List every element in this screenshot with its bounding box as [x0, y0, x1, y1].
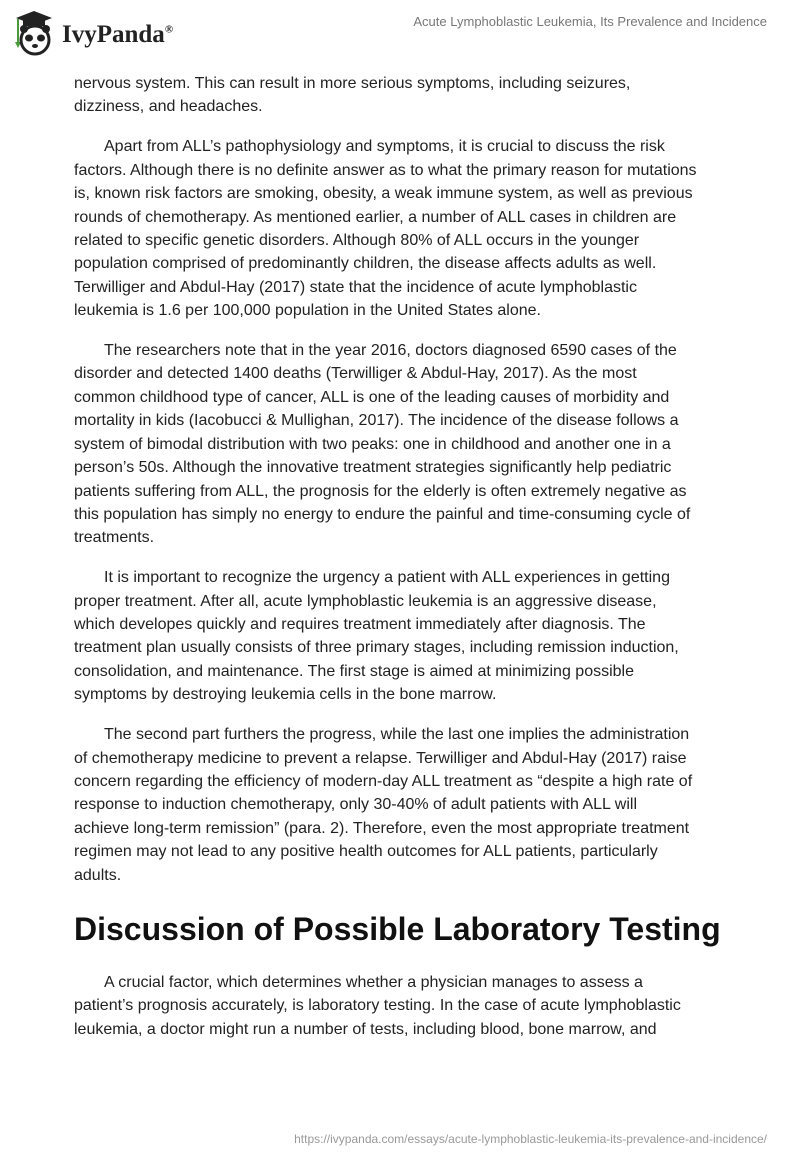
- text-line: leukemia is 1.6 per 100,000 population in the United States alone.: [74, 302, 541, 320]
- text-line: Apart from ALL’s pathophysiology and symptoms, it is crucial to discuss the risk: [104, 138, 665, 156]
- text-line: adults.: [74, 866, 122, 884]
- text-line: which developes quickly and requires treatment immediately after diagnosis. The: [74, 616, 646, 634]
- text-line: system of bimodal distribution with two peaks: one in childhood and another one in a: [74, 435, 671, 453]
- text-line: concern regarding the efficiency of modern-day ALL treatment as “despite a high rate of: [74, 772, 693, 790]
- text-line: leukemia, a doctor might run a number of tests, including blood, bone marrow, and: [74, 1020, 657, 1038]
- text-line: dizziness, and headaches.: [74, 98, 263, 116]
- text-line: related to specific genetic disorders. Although 80% of ALL occurs in the younger: [74, 231, 640, 249]
- running-title: Acute Lymphoblastic Leukemia, Its Prevalence and Incidence: [413, 14, 767, 29]
- text-line: common childhood type of cancer, ALL is one of the leading causes of morbidity and: [74, 388, 670, 406]
- paragraph: [74, 72, 764, 119]
- essay-body: [74, 72, 764, 1058]
- text-line: nervous system. This can result in more serious symptoms, including seizures,: [74, 75, 631, 92]
- text-line: It is important to recognize the urgency a patient with ALL experiences in getting: [104, 569, 670, 587]
- text-line: population comprised of predominantly children, the disease affects adults as well.: [74, 255, 657, 273]
- text-line: factors. Although there is no definite answer as to what the primary reason for mutations: [74, 161, 697, 179]
- text-line: response to induction chemotherapy, only 30-40% of adult patients with ALL will: [74, 796, 637, 814]
- paragraph: [74, 339, 764, 550]
- paragraph: [74, 723, 764, 887]
- text-line: proper treatment. After all, acute lymphoblastic leukemia is an aggressive disease,: [74, 592, 657, 610]
- text-line: achieve long-term remission” (para. 2). Therefore, even the most appropriate treatment: [74, 819, 690, 837]
- text-line: this population has simply no energy to endure the painful and time-consuming cycle of: [74, 505, 691, 523]
- text-line: patients suffering from ALL, the prognosis for the elderly is often extremely negative as: [74, 482, 687, 500]
- text-line: treatments.: [74, 529, 155, 547]
- text-line: of chemotherapy medicine to prevent a relapse. Terwilliger and Abdul-Hay (2017) raise: [74, 749, 687, 767]
- text-line: is, known risk factors are smoking, obesity, a weak immune system, as well as previous: [74, 185, 693, 203]
- ivypanda-logo[interactable]: [12, 8, 173, 56]
- text-line: regimen may not lead to any positive health outcomes for ALL patients, particularly: [74, 843, 658, 861]
- text-line: patient’s prognosis accurately, is laboratory testing. In the case of acute lymphoblastic: [74, 997, 681, 1015]
- text-line: A crucial factor, which determines whether a physician manages to assess a: [104, 974, 643, 991]
- text-line: consolidation, and maintenance. The first stage is aimed at minimizing possible: [74, 662, 634, 680]
- text-line: person’s 50s. Although the innovative treatment strategies significantly help pediatric: [74, 459, 672, 477]
- text-line: disorder and detected 1400 deaths (Terwilliger & Abdul-Hay, 2017). As the most: [74, 365, 637, 383]
- text-line: The researchers note that in the year 2016, doctors diagnosed 6590 cases of the: [104, 342, 677, 360]
- paragraph: [74, 135, 764, 322]
- brand-name: IvyPanda: [62, 21, 165, 48]
- text-line: symptoms by destroying leukemia cells in the bone marrow.: [74, 686, 497, 704]
- paragraph: [74, 566, 764, 706]
- text-line: mortality in kids (Iacobucci & Mullighan, 2017). The incidence of the disease follows a: [74, 412, 679, 430]
- paragraph: [74, 971, 764, 1041]
- section-heading: Discussion of Possible Laboratory Testing: [74, 911, 721, 947]
- text-line: The second part furthers the progress, while the last one implies the administration: [104, 726, 690, 744]
- text-line: treatment plan usually consists of three primary stages, including remission induction,: [74, 639, 679, 657]
- text-line: rounds of chemotherapy. As mentioned earlier, a number of ALL cases in children are: [74, 208, 677, 226]
- panda-graduate-icon: [12, 8, 56, 56]
- registered-mark: ®: [164, 23, 174, 36]
- source-url[interactable]: https://ivypanda.com/essays/acute-lymphoblastic-leukemia-its-prevalence-and-incidence/: [294, 1132, 767, 1146]
- text-line: Terwilliger and Abdul-Hay (2017) state that the incidence of acute lymphoblastic: [74, 278, 637, 296]
